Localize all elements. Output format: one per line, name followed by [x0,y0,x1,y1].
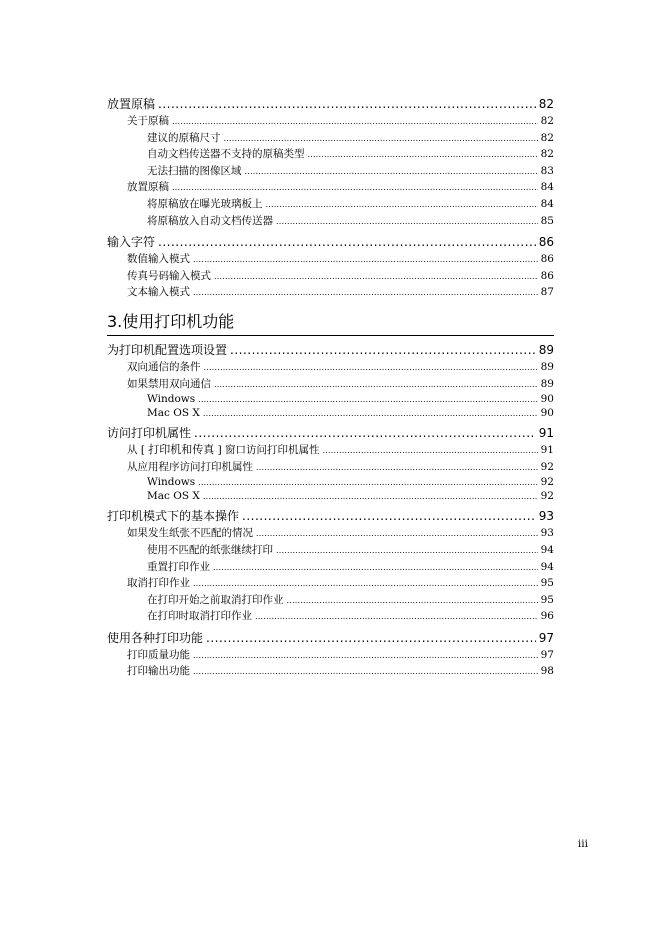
toc-entry-page: 91 [538,426,554,441]
toc-entry[interactable] [107,608,554,625]
toc-entry-page: 93 [540,527,554,540]
toc-entry-page: 97 [540,648,554,661]
toc-leader [203,407,538,421]
toc-leader [204,360,538,377]
toc-entry[interactable] [107,376,554,393]
toc-entry-title [127,442,320,459]
toc-entry-title: 放置原稿 [127,181,169,194]
toc-entry[interactable] [107,113,554,130]
toc-entry-page: 86 [538,235,554,250]
toc-entry-page: 91 [540,444,554,457]
toc-entry-title: 如果发生纸张不匹配的情况 [127,527,253,540]
toc-entry-title: 关于原稿 [127,115,169,127]
toc-entry-page: 89 [538,342,554,357]
toc-entry-title: 使用各种打印功能 [107,630,204,645]
toc-leader [276,214,538,231]
toc-leader [158,96,536,113]
toc-entry-page: 82 [540,115,554,127]
toc-entry-page: 95 [540,577,554,590]
toc-entry-title: 文本输入模式 [127,286,190,299]
toc-entry[interactable] [107,459,554,476]
toc-entry-page: 89 [540,360,554,373]
toc-leader [276,543,538,560]
toc-entry-page: 82 [540,148,554,161]
toc-leader [308,147,538,164]
toc-entry-title: 自动文档传送器不支持的原稿类型 [147,148,305,161]
toc-entry-page: 92 [540,490,554,503]
toc-entry[interactable] [107,475,554,489]
toc-entry[interactable] [107,392,554,406]
toc-entry[interactable] [107,213,554,230]
toc-leader [193,576,538,593]
toc-entry[interactable] [107,575,554,592]
toc-entry[interactable] [107,234,554,251]
toc-leader [214,377,538,394]
toc-entry-page: 86 [540,253,554,266]
toc-entry-title: Mac OS X [147,490,200,503]
toc-entry-title: 无法扫描的图像区域 [147,164,242,177]
toc-entry-page: 84 [540,197,554,210]
title-suffix: ] 窗口访问打印机属性 [214,444,320,457]
toc-entry[interactable] [107,268,554,285]
toc-entry-page: 90 [540,407,554,420]
toc-entry-title: 在打印时取消打印作业 [147,610,252,623]
toc-entry-page: 92 [540,476,554,489]
toc-entry-title: 使用不匹配的纸张继续打印 [147,543,273,556]
toc-entry-title: 输入字符 [107,235,156,250]
toc-entry-page: 82 [540,131,554,144]
toc-leader [193,648,538,665]
toc-entry-title: 如果禁用双向通信 [127,377,211,390]
toc-entry-title: 打印机模式下的基本操作 [107,509,240,524]
toc-entry-title: 访问打印机属性 [107,426,192,441]
toc-leader [230,342,536,359]
toc-entry-title: Mac OS X [147,407,200,420]
toc-leader [193,664,538,681]
toc-leader [194,425,536,442]
toc-leader [172,114,538,131]
toc-entry[interactable] [107,342,554,359]
page-number: iii [577,838,588,850]
toc-entry-page: 98 [540,665,554,678]
toc-leader [198,393,537,407]
toc-entry[interactable] [107,630,554,647]
toc-leader [245,164,538,181]
toc-entry-page: 96 [540,610,554,623]
toc-entry-title: 建议的原稿尺寸 [147,131,221,144]
toc-leader [287,593,538,610]
toc-leader [266,197,538,214]
toc-entry-page: 83 [540,164,554,177]
title-prefix: 从 [ [127,444,149,457]
toc-entry-title: 将原稿放入自动文档传送器 [147,214,273,227]
toc-entry[interactable] [107,130,554,147]
title-bold-term: 打印机和传真 [148,443,215,457]
toc-leader [213,560,538,577]
toc-leader [242,508,536,525]
toc-entry[interactable] [107,196,554,213]
toc-leader [256,460,538,477]
toc-entry-title: 从应用程序访问打印机属性 [127,460,253,473]
toc-entry[interactable] [107,96,554,113]
toc-entry[interactable] [107,592,554,609]
chapter-title: 3.使用打印机功能 [107,311,554,336]
toc-entry-page: 94 [540,543,554,556]
toc-leader [224,131,538,148]
toc-entry-page: 93 [538,509,554,524]
toc-entry-title: 为打印机配置选项设置 [107,342,228,357]
toc-entry[interactable] [107,359,554,376]
toc-entry-page: 86 [540,269,554,282]
toc-entry[interactable] [107,284,554,301]
toc-entry-page: 94 [540,560,554,573]
toc-entry-title: 重置打印作业 [147,560,210,573]
toc-leader [158,234,536,251]
toc-entry-title: 取消打印作业 [127,577,190,590]
toc-leader [198,476,537,490]
toc-page [107,96,554,680]
toc-entry-page: 85 [540,214,554,227]
toc-entry[interactable] [107,525,554,542]
toc-entry-title: 在打印开始之前取消打印作业 [147,593,284,606]
toc-entry-page: 97 [538,630,554,645]
toc-leader [323,443,538,460]
toc-entry-title: 打印输出功能 [127,665,190,678]
toc-entry-page: 82 [538,97,554,111]
toc-entry-page: 87 [540,286,554,299]
toc-entry-title: 放置原稿 [107,97,156,111]
toc-entry[interactable] [107,146,554,163]
toc-leader [255,609,538,626]
toc-entry-page: 92 [540,460,554,473]
toc-leader [193,252,538,269]
toc-entry[interactable] [107,179,554,196]
toc-leader [214,269,538,286]
toc-entry-page: 90 [540,393,554,406]
toc-entry-page: 84 [540,181,554,194]
toc-entry-title: Windows [147,476,196,489]
toc-leader [172,180,538,197]
toc-entry-title: 双向通信的条件 [127,360,201,373]
toc-entry[interactable] [107,425,554,442]
toc-entry[interactable] [107,508,554,525]
toc-entry[interactable] [107,489,554,503]
toc-entry[interactable] [107,251,554,268]
toc-entry[interactable] [107,442,554,459]
toc-leader [256,526,538,543]
toc-entry-title: 打印质量功能 [127,648,190,661]
toc-entry-page: 89 [540,377,554,390]
toc-entry-title: 数值输入模式 [127,253,190,266]
toc-entry[interactable] [107,559,554,576]
toc-leader [193,285,538,302]
toc-entry[interactable] [107,647,554,664]
toc-entry[interactable] [107,406,554,420]
toc-leader [206,630,536,647]
toc-entry[interactable] [107,663,554,680]
toc-entry-title: 传真号码输入模式 [127,269,211,282]
toc-entry-title: Windows [147,393,196,406]
toc-entry[interactable] [107,542,554,559]
toc-entry-title: 将原稿放在曝光玻璃板上 [147,197,263,210]
toc-entry-page: 95 [540,593,554,606]
toc-entry[interactable] [107,163,554,180]
toc-leader [203,490,538,504]
